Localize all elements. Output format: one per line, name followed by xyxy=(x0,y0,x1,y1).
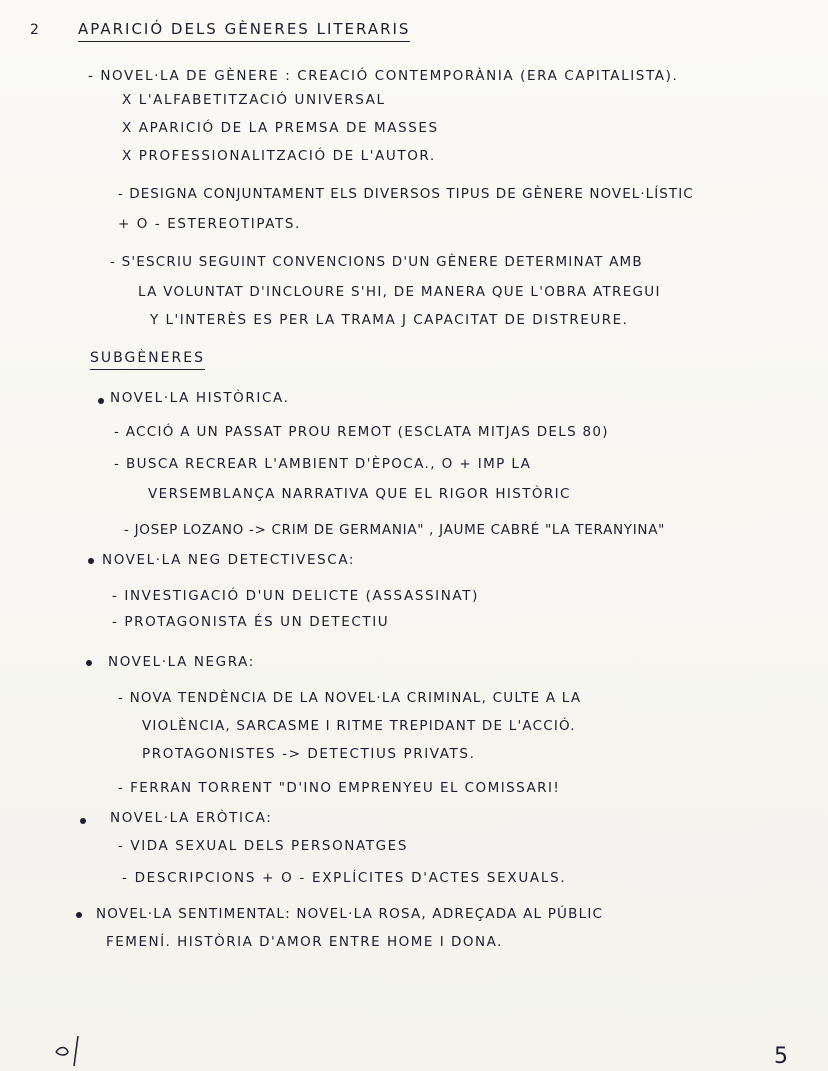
note-line: - JOSEP LOZANO -> CRIM DE GERMANIA" , JAUME CABRÉ "LA TERANYINA" xyxy=(124,522,666,538)
note-line: - NOVA TENDÈNCIA DE LA NOVEL·LA CRIMINAL, CULTE A LA xyxy=(118,690,582,706)
note-line: - S'ESCRIU SEGUINT CONVENCIONS D'UN GÈNERE DETERMINAT AMB xyxy=(110,254,643,270)
note-line: FEMENÍ. HISTÒRIA D'AMOR ENTRE HOME I DONA. xyxy=(106,934,503,950)
bullet-dot xyxy=(98,398,104,404)
note-line: X APARICIÓ DE LA PREMSA DE MASSES xyxy=(122,120,439,136)
corner-scribble xyxy=(50,1032,90,1068)
note-line: - DESCRIPCIONS + O - EXPLÍCITES D'ACTES SEXUALS. xyxy=(122,870,567,886)
note-line: - VIDA SEXUAL DELS PERSONATGES xyxy=(118,838,408,854)
subgenre-title: NOVEL·LA ERÒTICA: xyxy=(110,810,273,826)
note-line: VIOLÈNCIA, SARCASME I RITME TREPIDANT DE L'ACCIÓ. xyxy=(142,718,576,734)
note-line: - PROTAGONISTA ÉS UN DETECTIU xyxy=(112,614,390,630)
subgenre-title: NOVEL·LA SENTIMENTAL: NOVEL·LA ROSA, ADREÇADA AL PÚBLIC xyxy=(96,906,604,922)
note-line: LA VOLUNTAT D'INCLOURE S'HI, DE MANERA QUE L'OBRA ATREGUI xyxy=(138,284,661,300)
page-number: 5 xyxy=(774,1044,788,1069)
note-line: + O - ESTEREOTIPATS. xyxy=(118,216,301,232)
subgenre-title: NOVEL·LA HISTÒRICA. xyxy=(110,390,290,406)
note-line: - INVESTIGACIÓ D'UN DELICTE (ASSASSINAT) xyxy=(112,588,479,604)
section-heading: SUBGÈNERES xyxy=(90,350,205,370)
note-line: - NOVEL·LA DE GÈNERE : CREACIÓ CONTEMPORÀNIA (ERA CAPITALISTA). xyxy=(88,68,679,84)
subgenre-title: NOVEL·LA NEG DETECTIVESCA: xyxy=(102,552,356,568)
note-line: X PROFESSIONALITZACIÓ DE L'AUTOR. xyxy=(122,148,436,164)
bullet-dot xyxy=(86,660,92,666)
note-line: PROTAGONISTES -> DETECTIUS PRIVATS. xyxy=(142,746,476,762)
bullet-dot xyxy=(80,818,86,824)
bullet-dot xyxy=(76,912,82,918)
page-title: APARICIÓ DELS GÈNERES LITERARIS xyxy=(78,20,410,42)
note-line: - BUSCA RECREAR L'AMBIENT D'ÈPOCA., O + IMP LA xyxy=(114,456,532,472)
note-line: - DESIGNA CONJUNTAMENT ELS DIVERSOS TIPUS DE GÈNERE NOVEL·LÍSTIC xyxy=(118,186,694,202)
subgenre-title: NOVEL·LA NEGRA: xyxy=(108,654,255,670)
note-line: X L'ALFABETITZACIÓ UNIVERSAL xyxy=(122,92,386,108)
bullet-dot xyxy=(88,558,94,564)
note-line: Y L'INTERÈS ES PER LA TRAMA J CAPACITAT DE DISTREURE. xyxy=(150,312,629,328)
note-line: - FERRAN TORRENT "D'INO EMPRENYEU EL COMISSARI! xyxy=(118,780,561,796)
note-line: - ACCIÓ A UN PASSAT PROU REMOT (ESCLATA MITJAS DELS 80) xyxy=(114,424,609,440)
corner-mark: 2 xyxy=(30,22,39,38)
note-line: VERSEMBLANÇA NARRATIVA QUE EL RIGOR HISTÒRIC xyxy=(148,486,571,502)
